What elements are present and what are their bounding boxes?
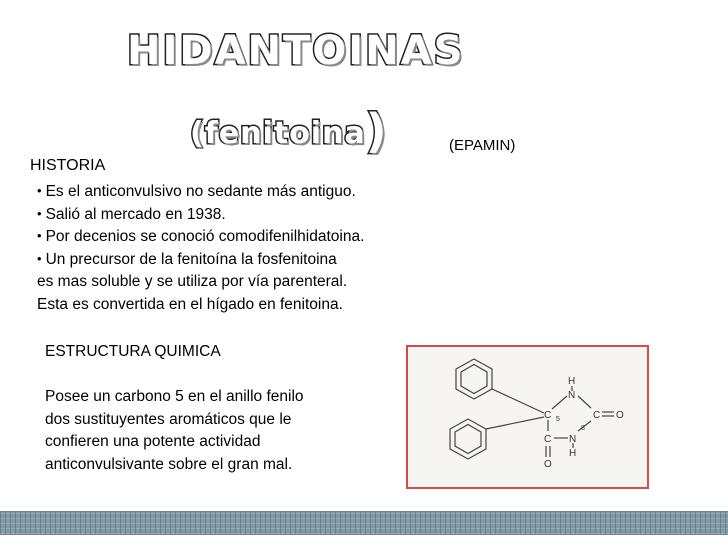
historia-heading: HISTORIA [30, 157, 106, 174]
subtitle-closing-paren: ) [365, 104, 388, 158]
benzene-ring-lower-inner [455, 425, 481, 454]
phenytoin-structure-drawing [408, 347, 647, 487]
brand-name: (EPAMIN) [449, 137, 516, 154]
atom-h-top: H [568, 376, 576, 387]
estructura-line: Posee un carbono 5 en el anillo fenilo [45, 388, 304, 405]
bond-upper-phenyl [492, 389, 544, 413]
atom-n-top: N [568, 390, 576, 401]
benzene-ring-upper-inner [461, 365, 487, 394]
estructura-line: confieren una potente actividad [45, 433, 261, 450]
atom-n-bottom: N [569, 434, 577, 445]
atom-c5: C [544, 410, 552, 421]
atom-c-right: C [593, 410, 601, 421]
atom-h-bottom: H [569, 448, 577, 459]
estructura-line: anticonvulsivante sobre el gran mal. [45, 455, 293, 473]
estructura-heading: ESTRUCTURA QUIMICA [45, 343, 221, 360]
bond-lower-phenyl [486, 417, 544, 429]
page-subtitle [190, 100, 388, 158]
atom-o-right: O [616, 410, 624, 421]
estructura-description [45, 386, 304, 476]
estructura-line: dos sustituyentes aromáticos que le [45, 410, 292, 428]
historia-list [37, 181, 364, 316]
historia-item-continued: es mas soluble y se utiliza por vía parenteral. [37, 273, 348, 290]
page-title: HIDANTOINAS [127, 28, 465, 74]
bond-c5-n [552, 396, 567, 409]
ring-position-8: 8 [581, 425, 585, 432]
chemical-structure-image [406, 345, 649, 489]
ring-position-5: 5 [556, 416, 560, 423]
historia-item: • Un precursor de la fenitoína la fosfenitoina [37, 249, 364, 272]
atom-o-bottom: O [544, 459, 552, 470]
bond-n-c [578, 396, 591, 408]
historia-item-continued: Esta es convertida en el hígado en fenitoina. [37, 295, 343, 313]
historia-item: • Por decenios se conoció comodifenilhidatoina. [37, 226, 364, 249]
historia-item: • Salió al mercado en 1938. [37, 204, 364, 227]
footer-bar [0, 511, 728, 535]
historia-item: • Es el anticonvulsivo no sedante más antiguo. [37, 181, 364, 204]
subtitle-text: (fenitoina [190, 116, 366, 151]
atom-c-bottom: C [544, 434, 552, 445]
